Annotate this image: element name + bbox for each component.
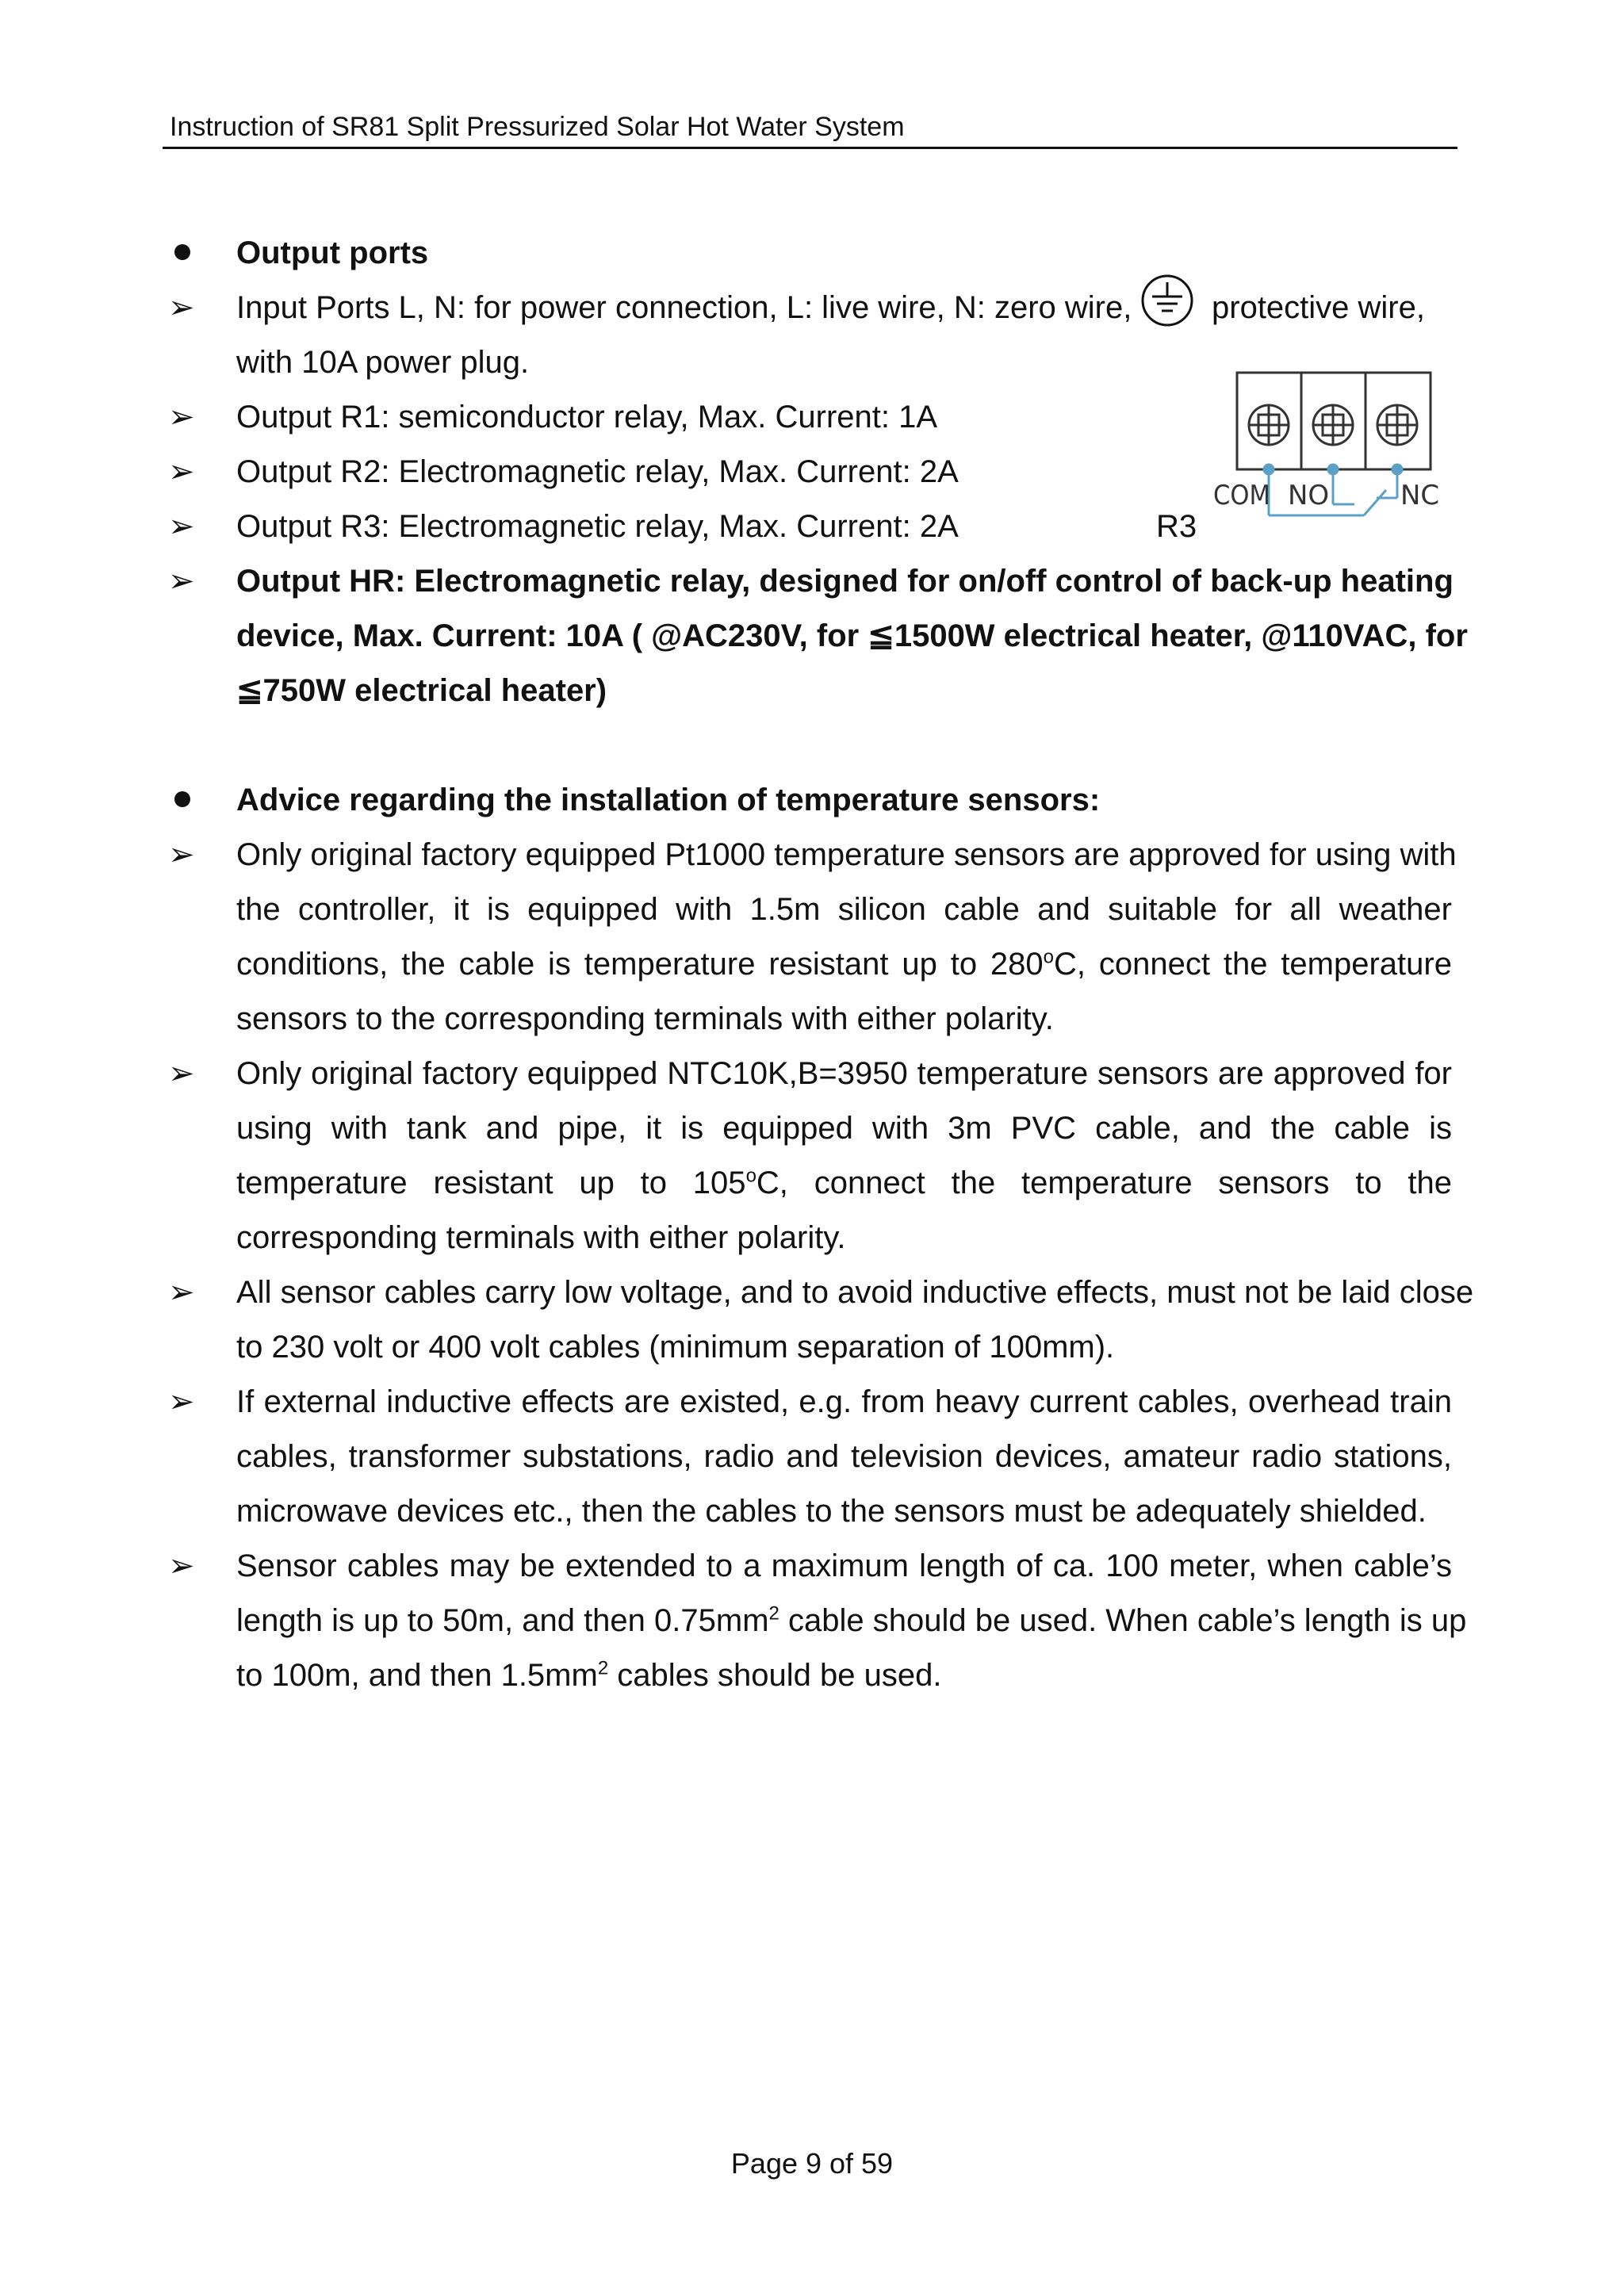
arrow-bullet: ➢ xyxy=(168,564,195,599)
arrow-bullet: ➢ xyxy=(168,509,195,544)
arrow-bullet: ➢ xyxy=(168,1384,195,1419)
sensor-p5-line2: length is up to 50m, and then $0.75mm^2$ cable should be used. When cable’s length is up xyxy=(236,1602,1467,1638)
sensor-p3-line1: All sensor cables carry low voltage, and to avoid inductive effects, must not be laid close xyxy=(236,1275,1474,1310)
protective-wire-text: protective wire, xyxy=(1212,290,1425,325)
sensor-p1-line4: sensors to the corresponding terminals with either polarity. xyxy=(236,1001,1054,1036)
section-heading-sensors: Advice regarding the installation of temperature sensors: xyxy=(236,783,1101,817)
output-hr-line1: Output HR: Electromagnetic relay, designed for on/off control of back-up heating xyxy=(236,564,1454,599)
arrow-bullet: ➢ xyxy=(168,400,195,434)
arrow-bullet: ➢ xyxy=(168,290,195,325)
page-number: Page 9 of 59 xyxy=(730,2147,894,2180)
relay-terminal-diagram xyxy=(1213,371,1451,522)
sensor-p2-line4: corresponding terminals with either polarity. xyxy=(236,1220,846,1255)
section-heading-output-ports: Output ports xyxy=(236,235,429,270)
sensor-p4-line1: If external inductive effects are existed, e.g. from heavy current cables, overhead train xyxy=(236,1384,1452,1419)
arrow-bullet: ➢ xyxy=(168,1275,195,1310)
terminal-label-com: COM xyxy=(1213,480,1270,511)
protective-earth-icon xyxy=(1139,273,1195,328)
output-r2-text: Output R2: Electromagnetic relay, Max. Current: 2A xyxy=(236,454,959,489)
sensor-p4-line3: microwave devices etc., then the cables to the sensors must be adequately shielded. xyxy=(236,1494,1427,1529)
terminal-label-no: NO xyxy=(1288,480,1330,511)
sensor-p5-line1: Sensor cables may be extended to a maximum length of ca. 100 meter, when cable’s xyxy=(236,1548,1452,1583)
output-r1-text: Output R1: semiconductor relay, Max. Current: 1A xyxy=(236,400,938,434)
output-hr-line2: device, Max. Current: 10A ( @AC230V, for ≦1500W electrical heater, @110VAC, for xyxy=(236,618,1468,653)
arrow-bullet: ➢ xyxy=(168,454,195,489)
sensor-p5-line3: to 100m, and then $1.5mm^2$ cables should be used. xyxy=(236,1657,942,1693)
page-header: Instruction of SR81 Split Pressurized Solar Hot Water System xyxy=(170,112,905,142)
output-r3-text: Output R3: Electromagnetic relay, Max. Current: 2A xyxy=(236,509,959,544)
header-rule xyxy=(163,147,1457,149)
output-hr-line3: ≦750W electrical heater) xyxy=(236,673,607,708)
power-plug-text: with 10A power plug. xyxy=(236,345,530,380)
sensor-p1-line3: conditions, the cable is temperature resistant up to 280$^o$C, connect the temperature xyxy=(236,946,1452,982)
bullet-dot xyxy=(174,244,190,260)
sensor-p1-line2: the controller, it is equipped with 1.5m silicon cable and suitable for all weather xyxy=(236,892,1452,927)
terminal-label-nc: NC xyxy=(1400,480,1440,511)
sensor-p4-line2: cables, transformer substations, radio and television devices, amateur radio stations, xyxy=(236,1439,1452,1474)
arrow-bullet: ➢ xyxy=(168,837,195,872)
sensor-p2-line1: Only original factory equipped NTC10K,B=3950 temperature sensors are approved for xyxy=(236,1056,1452,1091)
sensor-p2-line3: temperature resistant up to 105$^o$C, connect the temperature sensors to the xyxy=(236,1165,1452,1200)
sensor-p3-line2: to 230 volt or 400 volt cables (minimum separation of 100mm). xyxy=(236,1330,1115,1365)
relay-diagram-label: R3 xyxy=(1156,509,1197,544)
sensor-p2-line2: using with tank and pipe, it is equipped with 3m PVC cable, and the cable is xyxy=(236,1111,1452,1146)
arrow-bullet: ➢ xyxy=(168,1548,195,1583)
bullet-dot xyxy=(174,791,190,807)
arrow-bullet: ➢ xyxy=(168,1056,195,1091)
input-ports-text: Input Ports L, N: for power connection, L: live wire, N: zero wire, xyxy=(236,290,1132,325)
sensor-p1-line1: Only original factory equipped Pt1000 temperature sensors are approved for using with xyxy=(236,837,1457,872)
